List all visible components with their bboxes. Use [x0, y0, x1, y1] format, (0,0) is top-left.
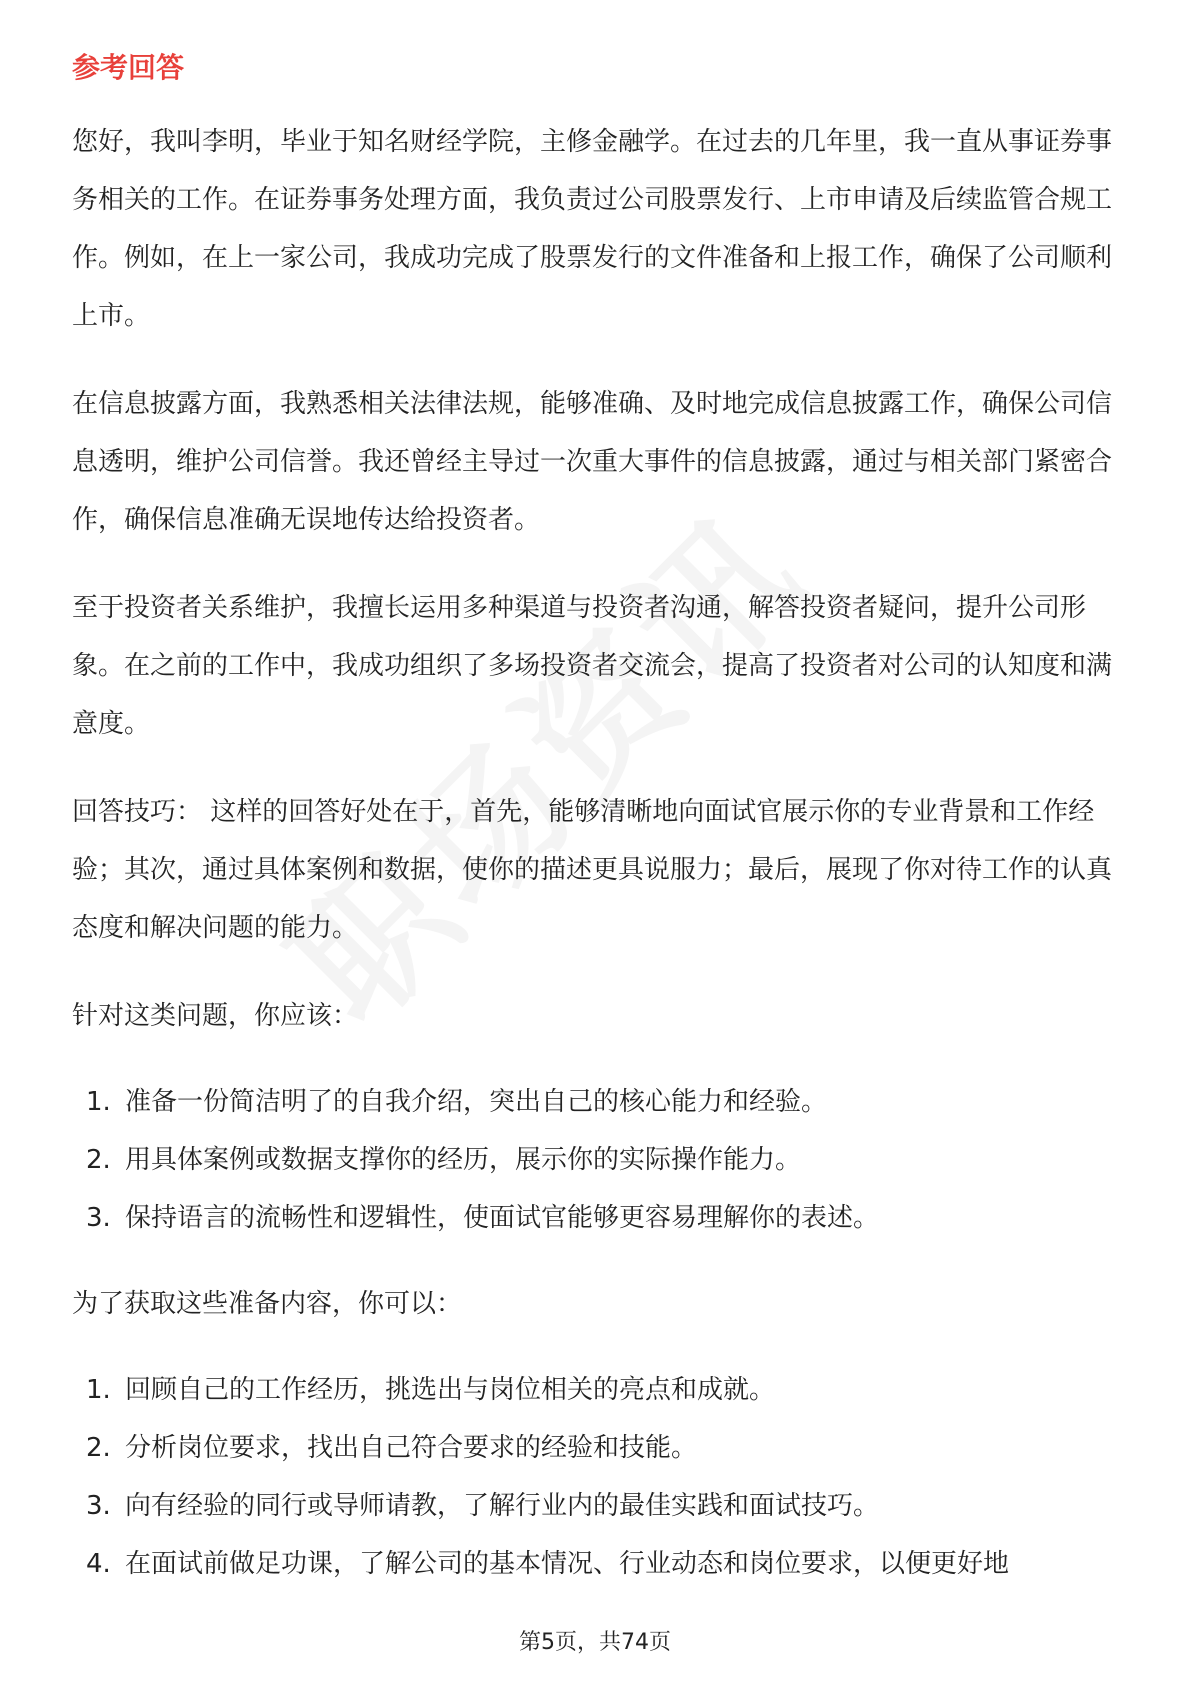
list-item	[72, 1189, 1132, 1247]
list-number: 2.	[86, 1433, 111, 1463]
page-content	[72, 113, 1132, 1621]
list-number: 2.	[86, 1145, 111, 1175]
list-intro-should: 针对这类问题，你应该：	[72, 1001, 359, 1031]
numbered-list-prepare	[72, 1361, 1132, 1593]
list-number: 4.	[86, 1549, 111, 1579]
list-number: 1.	[86, 1375, 111, 1405]
paragraph-disclosure: 在信息披露方面，我熟悉相关法律法规，能够准确、及时地完成信息披露工作，确保公司信息透明，维护公司信誉。我还曾经主导过一次重大事件的信息披露，通过与相关部门紧密合作，确保信息准确无误地传达给投资者。	[72, 389, 1113, 535]
section-title: 参考回答	[72, 51, 185, 84]
list-number: 3.	[86, 1203, 111, 1233]
list-item-text: 保持语言的流畅性和逻辑性，使面试官能够更容易理解你的表述。	[125, 1203, 880, 1233]
paragraph-intro: 您好，我叫李明，毕业于知名财经学院，主修金融学。在过去的几年里，我一直从事证券事务相关的工作。在证券事务处理方面，我负责过公司股票发行、上市申请及后续监管合规工作。例如，在上一家公司，我成功完成了股票发行的文件准备和上报工作，确保了公司顺利上市。	[72, 127, 1113, 331]
numbered-list-should	[72, 1073, 1132, 1247]
list-item	[72, 1535, 1132, 1593]
list-item-text: 分析岗位要求，找出自己符合要求的经验和技能。	[125, 1433, 698, 1463]
list-item	[72, 1419, 1132, 1477]
list-number: 1.	[86, 1087, 111, 1117]
paragraph-investor-relations: 至于投资者关系维护，我擅长运用多种渠道与投资者沟通，解答投资者疑问，提升公司形象。在之前的工作中，我成功组织了多场投资者交流会，提高了投资者对公司的认知度和满意度。	[72, 593, 1113, 739]
list-item-text: 准备一份简洁明了的自我介绍，突出自己的核心能力和经验。	[125, 1087, 828, 1117]
page-number-footer: 第5页，共74页	[519, 1630, 671, 1655]
paragraph-answer-tips: 回答技巧： 这样的回答好处在于，首先，能够清晰地向面试官展示你的专业背景和工作经验；其次，通过具体案例和数据，使你的描述更具说服力；最后，展现了你对待工作的认真态度和解决问题的能力。	[72, 797, 1113, 943]
list-number: 3.	[86, 1491, 111, 1521]
list-item	[72, 1477, 1132, 1535]
list-item-text: 用具体案例或数据支撑你的经历，展示你的实际操作能力。	[125, 1145, 802, 1175]
list-intro-prepare: 为了获取这些准备内容，你可以：	[72, 1289, 463, 1319]
list-item-text: 向有经验的同行或导师请教，了解行业内的最佳实践和面试技巧。	[125, 1491, 880, 1521]
list-item-text: 在面试前做足功课，了解公司的基本情况、行业动态和岗位要求，以便更好地	[125, 1549, 1010, 1579]
list-item	[72, 1361, 1132, 1419]
list-item	[72, 1131, 1132, 1189]
list-item-text: 回顾自己的工作经历，挑选出与岗位相关的亮点和成就。	[125, 1375, 776, 1405]
list-item	[72, 1073, 1132, 1131]
